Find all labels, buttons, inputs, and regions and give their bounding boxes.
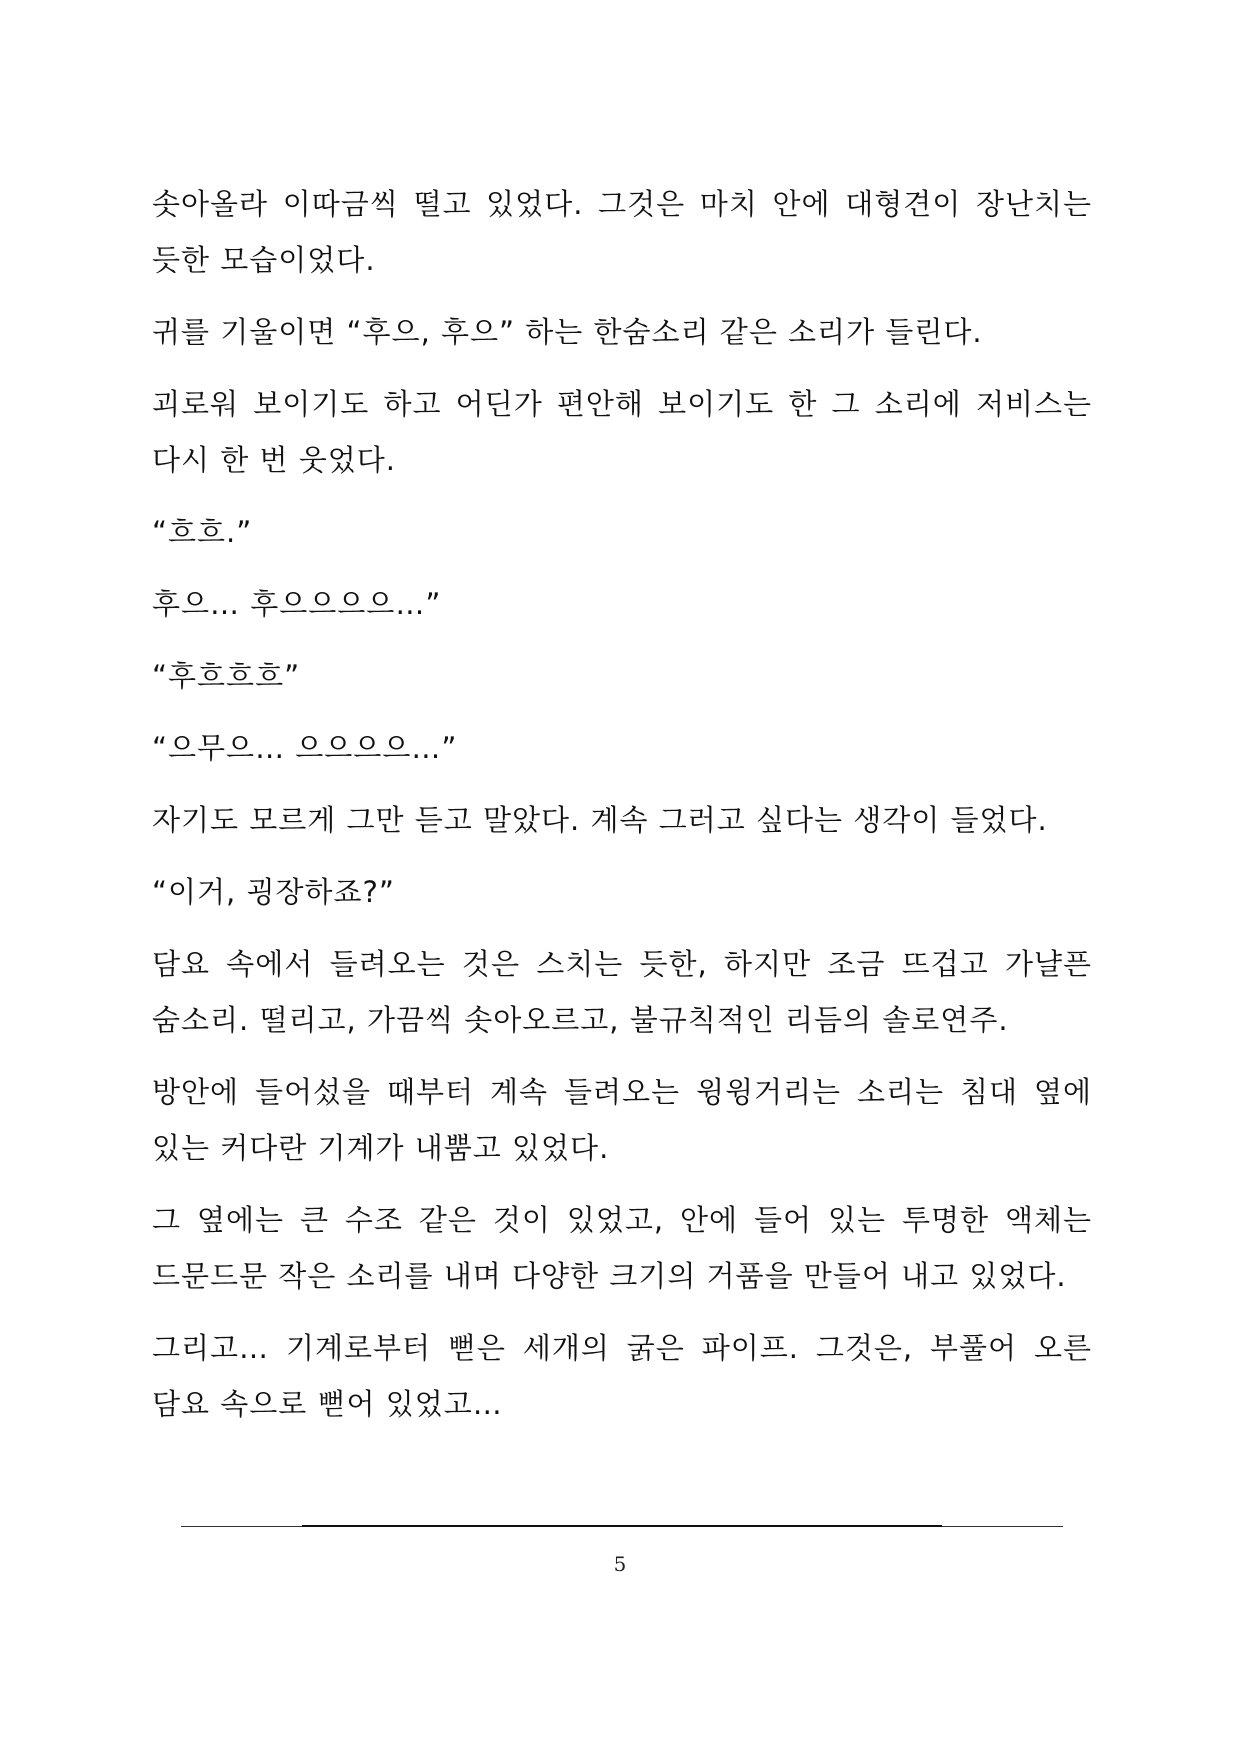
paragraph-5: 후으… 후으으으으…” (152, 587, 442, 621)
paragraph-11: 방안에 들어섰을 때부터 계속 들려오는 윙윙거리는 소리는 침대 옆에 있는 커다란 기계가 내뿜고 있었다. (152, 1075, 1092, 1165)
paragraph-1: 솟아올라 이따금씩 떨고 있었다. 그것은 마치 안에 대형견이 장난치는 듯한 모습이었다. (152, 187, 1092, 277)
body-text (152, 176, 1092, 1448)
paragraph-2: 귀를 기울이면 “후으, 후으” 하는 한숨소리 같은 소리가 들린다. (152, 315, 983, 349)
footer-divider-accent (302, 1525, 942, 1527)
paragraph-7: “으무으… 으으으으…” (152, 731, 458, 765)
paragraph-12: 그 옆에는 큰 수조 같은 것이 있었고, 안에 들어 있는 투명한 액체는 드문드문 작은 소리를 내며 다양한 크기의 거품을 만들어 내고 있었다. (152, 1203, 1092, 1293)
paragraph-10: 담요 속에서 들려오는 것은 스치는 듯한, 하지만 조금 뜨겁고 가냘픈 숨소리. 떨리고, 가끔씩 솟아오르고, 불규칙적인 리듬의 솔로연주. (152, 947, 1092, 1037)
paragraph-3: 괴로워 보이기도 하고 어딘가 편안해 보이기도 한 그 소리에 저비스는 다시 한 번 웃었다. (152, 387, 1092, 477)
paragraph-6: “후흐흐흐” (152, 659, 301, 693)
paragraph-13: 그리고… 기계로부터 뻗은 세개의 굵은 파이프. 그것은, 부풀어 오른 담요 속으로 뻗어 있었고… (152, 1331, 1092, 1421)
paragraph-8: 자기도 모르게 그만 듣고 말았다. 계속 그러고 싶다는 생각이 들었다. (152, 803, 1048, 837)
paragraph-9: “이거, 굉장하죠?” (152, 875, 395, 909)
page-number: 5 (613, 1552, 627, 1576)
paragraph-4: “흐흐.” (152, 515, 253, 549)
